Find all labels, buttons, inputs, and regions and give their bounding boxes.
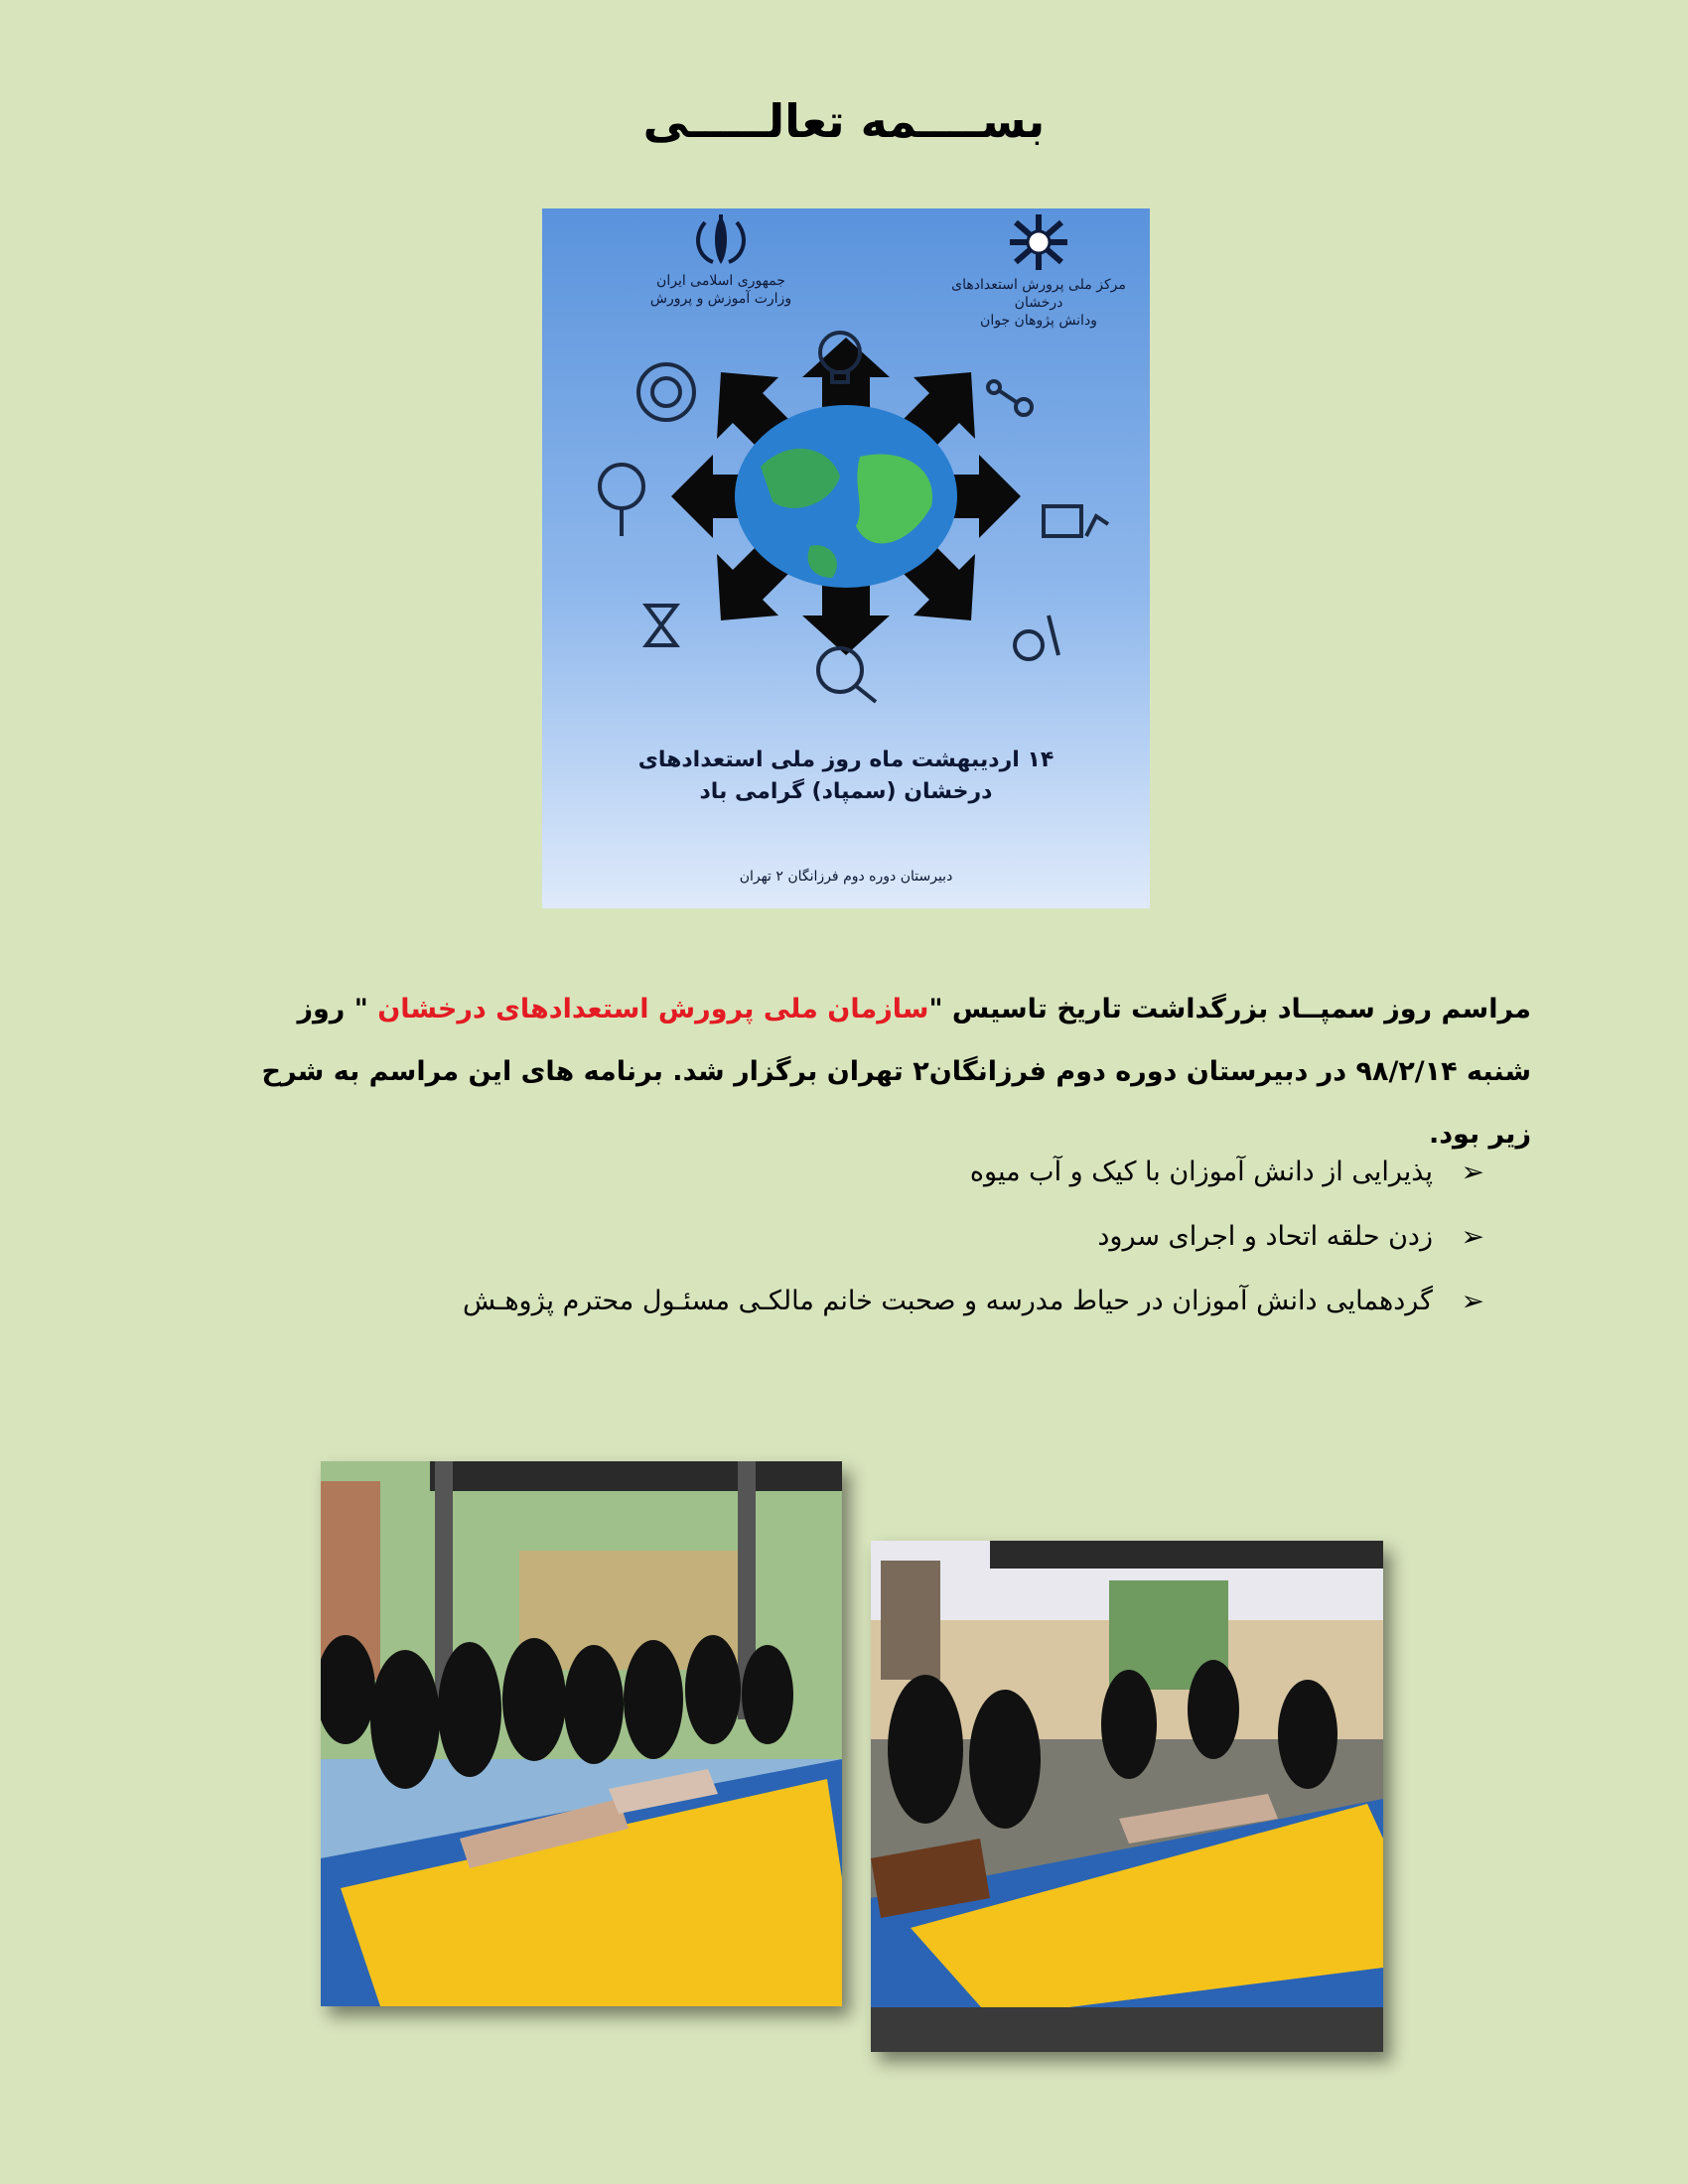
emblem-right-line2: ودانش پژوهان جوان xyxy=(980,313,1097,329)
microscope-icon xyxy=(1015,615,1058,659)
emblem-left-line2: وزارت آموزش و پرورش xyxy=(649,291,792,307)
plant-globe-icon xyxy=(600,465,643,536)
emblem-right-line1: مرکز ملی پرورش استعدادهای درخشان xyxy=(951,277,1126,311)
list-item-text: گردهمایی دانش آموزان در حیاط مدرسه و صحبت خانم مالکـی مسئـول محترم پژوهـش xyxy=(462,1286,1433,1316)
paragraph-part2: " روز شنبه ۹۸/۲/۱۴ در دبیرستان دوره دوم فرزانگان۲ تهران برگزار شد. برنامه های این مراسم به شرح زیر بود. xyxy=(261,994,1531,1150)
poster-message-line2: درخشان (سمپاد) گرامی باد xyxy=(699,779,993,804)
list-item-text: پذیرایی از دانش آموزان با کیک و آب میوه xyxy=(969,1157,1433,1187)
event-photo-1 xyxy=(321,1461,842,2006)
sampad-emblem xyxy=(934,212,1143,330)
poster-message xyxy=(582,745,1110,808)
poster-message-line1: ۱۴ اردیبهشت ماه روز ملی استعدادهای xyxy=(637,748,1055,772)
list-item-text: زدن حلقه اتحاد و اجرای سرود xyxy=(1097,1221,1433,1252)
magnifier-icon xyxy=(818,648,876,702)
sampad-emblem-icon xyxy=(1004,212,1073,272)
hourglass-dna-icon xyxy=(646,606,676,645)
iran-emblem-icon xyxy=(691,212,751,268)
calculator-chart-icon xyxy=(1044,506,1108,536)
emblem-left-line1: جمهوری اسلامی ایران xyxy=(656,273,785,289)
intro-paragraph xyxy=(228,978,1531,1165)
poster-image xyxy=(542,208,1150,908)
check-arrow-icon: ➢ xyxy=(1461,1156,1484,1188)
poster-school-name: دبیرستان دوره دوم فرزانگان ۲ تهران xyxy=(739,869,953,885)
circuit-gear-icon xyxy=(638,364,694,420)
paragraph-part1: مراسم روز سمپــاد بزرگداشت تاریخ تاسیس " xyxy=(928,994,1531,1024)
molecule-icon xyxy=(988,381,1032,415)
check-arrow-icon: ➢ xyxy=(1461,1220,1484,1253)
organization-name: سازمان ملی پرورش استعدادهای درخشان xyxy=(377,994,929,1024)
iran-emblem xyxy=(612,212,830,308)
list-item xyxy=(298,1204,1484,1269)
lightbulb-gear-icon xyxy=(820,333,860,382)
page-title: بســــمه تعالـــــی xyxy=(642,94,1046,148)
check-arrow-icon: ➢ xyxy=(1461,1285,1484,1317)
list-item xyxy=(298,1269,1484,1333)
program-list xyxy=(298,1140,1484,1333)
event-photo-2 xyxy=(871,1541,1383,2052)
list-item xyxy=(298,1140,1484,1204)
